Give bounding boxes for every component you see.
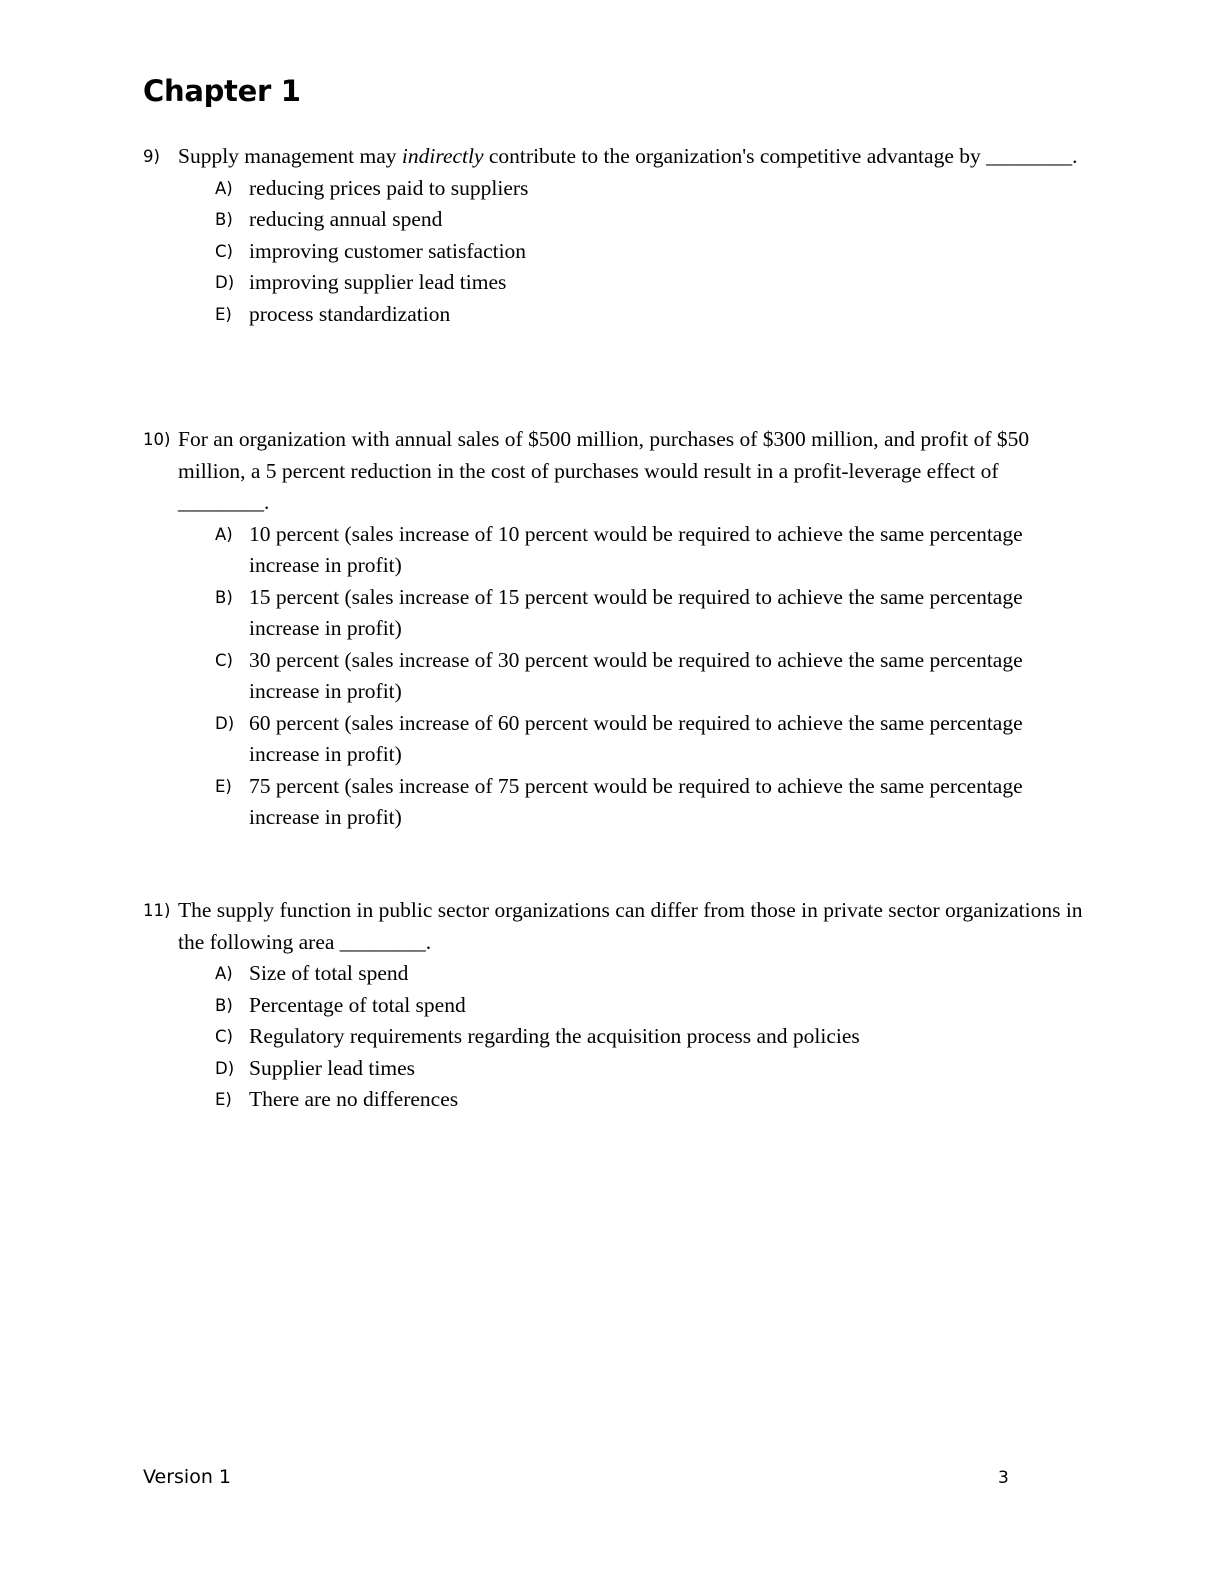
option-label: C) <box>215 650 233 670</box>
answer-options <box>215 519 1083 834</box>
footer-version: Version 1 <box>143 1466 231 1488</box>
option-label: D) <box>215 273 235 292</box>
question-number: 11) <box>143 901 171 920</box>
question-number: 10) <box>143 430 171 449</box>
option-c[interactable] <box>215 236 1083 268</box>
question-10 <box>143 424 1083 834</box>
question-text <box>178 141 1083 173</box>
option-text: Size of total spend <box>249 961 409 985</box>
option-a[interactable] <box>215 173 1083 205</box>
option-text: improving supplier lead times <box>249 270 507 294</box>
option-label: E) <box>215 776 232 796</box>
option-text: 75 percent (sales increase of 75 percent would be required to achieve the same percentage increase in profit) <box>249 773 1023 829</box>
option-label: D) <box>215 1058 235 1078</box>
option-d[interactable] <box>215 708 1083 771</box>
option-label: A) <box>215 524 233 544</box>
option-text: There are no differences <box>249 1087 459 1111</box>
question-text: The supply function in public sector organizations can differ from those in private sector organizations in the following area ________. <box>178 898 1083 954</box>
option-a[interactable] <box>215 519 1083 582</box>
option-d[interactable] <box>215 267 1083 299</box>
question-stem <box>143 424 1083 519</box>
option-label: A) <box>215 178 233 198</box>
option-d[interactable] <box>215 1053 1083 1085</box>
option-e[interactable] <box>215 299 1083 331</box>
option-text: reducing annual spend <box>249 207 443 231</box>
question-stem <box>143 895 1083 958</box>
answer-options <box>215 958 1083 1116</box>
option-text: process standardization <box>249 301 451 326</box>
option-b[interactable] <box>215 582 1083 645</box>
option-label: C) <box>215 1027 233 1046</box>
option-text: 60 percent (sales increase of 60 percent would be required to achieve the same percentage increase in profit) <box>249 710 1023 766</box>
option-b[interactable] <box>215 204 1083 236</box>
option-text: 15 percent (sales increase of 15 percent would be required to achieve the same percentage increase in profit) <box>249 584 1023 640</box>
option-text: 30 percent (sales increase of 30 percent would be required to achieve the same percentage increase in profit) <box>249 647 1023 703</box>
stem-part: contribute to the organization's competitive advantage by ________. <box>483 144 1078 168</box>
option-label: A) <box>215 964 233 983</box>
option-label: C) <box>215 241 233 261</box>
option-e[interactable] <box>215 1084 1083 1116</box>
question-stem <box>143 141 1083 173</box>
option-label: D) <box>215 713 235 733</box>
question-9 <box>143 141 1083 330</box>
answer-options <box>215 173 1083 331</box>
option-text: improving customer satisfaction <box>249 238 527 263</box>
stem-part: Supply management may <box>178 144 402 168</box>
option-label: E) <box>215 304 232 324</box>
page-number: 3 <box>998 1468 1009 1488</box>
option-e[interactable] <box>215 771 1083 834</box>
option-text: 10 percent (sales increase of 10 percent would be required to achieve the same percentage increase in profit) <box>249 521 1023 577</box>
option-c[interactable] <box>215 1021 1083 1053</box>
option-b[interactable] <box>215 990 1083 1022</box>
option-label: B) <box>215 587 233 607</box>
option-c[interactable] <box>215 645 1083 708</box>
option-label: E) <box>215 1090 232 1109</box>
option-text: Supplier lead times <box>249 1055 415 1080</box>
option-label: B) <box>215 210 233 229</box>
option-text: reducing prices paid to suppliers <box>249 175 529 200</box>
stem-italic: indirectly <box>401 144 484 168</box>
question-text: For an organization with annual sales of $500 million, purchases of $300 million, and profit of $50 million, a 5 percent reduction in the cost of purchases would result in a profit-leverage effect of ________. <box>178 427 1030 514</box>
option-a[interactable] <box>215 958 1083 990</box>
option-label: B) <box>215 995 233 1015</box>
question-11 <box>143 895 1083 1116</box>
option-text: Percentage of total spend <box>249 992 466 1017</box>
question-number: 9) <box>143 147 160 166</box>
chapter-heading: Chapter 1 <box>143 74 301 108</box>
option-text: Regulatory requirements regarding the acquisition process and policies <box>249 1024 860 1048</box>
